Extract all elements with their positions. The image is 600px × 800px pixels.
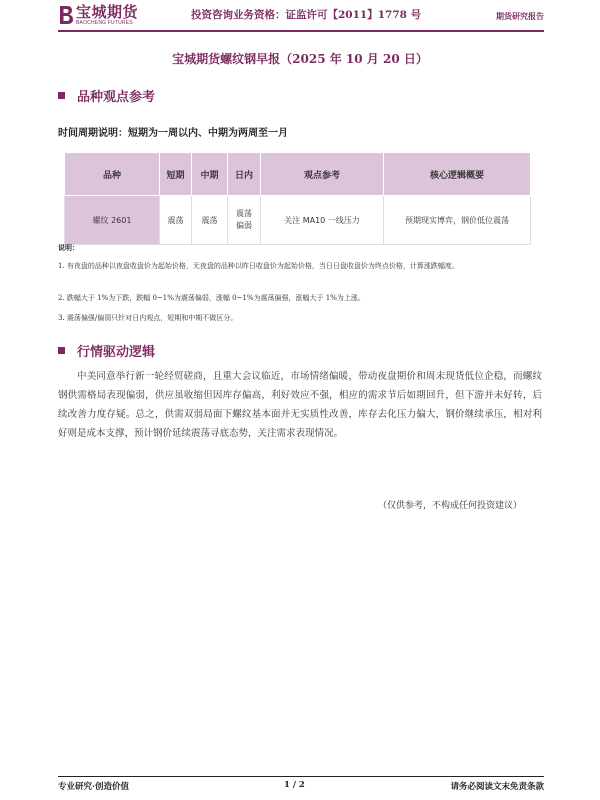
cell-logic: 预期现实博弈，钢价低位震荡: [384, 196, 531, 245]
cell-variety: 螺纹 2601: [65, 196, 160, 245]
cell-intraday-line2: 偏弱: [236, 221, 252, 230]
section-heading-views: [58, 86, 155, 105]
column-header-medium: 中期: [192, 153, 228, 196]
license-text: 投资咨询业务资格：证监许可【2011】1778 号: [191, 9, 422, 21]
section-heading-logic: [58, 341, 155, 360]
period-note: 时间周期说明：短期为一周以内、中期为两周至一月: [58, 128, 288, 139]
notes-title: 说明：: [58, 243, 79, 252]
views-table: [64, 152, 531, 245]
column-header-intraday: 日内: [228, 153, 261, 196]
table-row: [65, 196, 531, 245]
note-item-2: 2. 跌幅大于 1%为下跌，跌幅 0~1%为震荡偏弱，涨幅 0~1%为震荡偏强，涨幅大于 1%为上涨。: [58, 294, 365, 302]
footer-slogan: 专业研究·创造价值: [58, 782, 129, 792]
report-type-label: 期货研究报告: [496, 11, 544, 21]
section-heading-text: 品种观点参考: [77, 90, 156, 105]
page-footer: [58, 776, 544, 797]
cell-intraday: [228, 196, 261, 245]
cell-view: 关注 MA10 一线压力: [261, 196, 384, 245]
cell-short: 震荡: [160, 196, 192, 245]
cell-medium: 震荡: [192, 196, 228, 245]
table-header-row: [65, 153, 531, 196]
column-header-short: 短期: [160, 153, 192, 196]
note-item-3: 3. 震荡偏强/偏弱只针对日内观点，短期和中期不做区分。: [58, 314, 238, 322]
disclaimer-note: （仅供参考，不构成任何投资建议）: [377, 501, 522, 511]
logic-paragraph: 中美同意举行新一轮经贸磋商，且重大会议临近，市场情绪偏暖，带动夜盘期价和周末现货低位企稳，而螺纹钢供需格局表现偏弱，供应虽收缩但因库存偏高，利好效应不强，相应的需求节后如期回升，但下游并未好转，后续改善力度存疑。总之，供需双弱局面下螺纹基本面并无实质性改善，库存去化压力偏大，钢价继续承压，相对利好则是成本支撑，预计钢价延续震荡寻底态势，关注需求表现情况。: [58, 371, 542, 439]
column-header-variety: 品种: [65, 153, 160, 196]
section-heading-text: 行情驱动逻辑: [77, 345, 156, 360]
company-logo: [58, 3, 138, 27]
column-header-logic: 核心逻辑概要: [384, 153, 531, 196]
logo-name-en: BAOCHENG FUTURES: [76, 19, 133, 26]
section-bullet-icon: [58, 347, 65, 354]
page-number: 1 / 2: [284, 780, 305, 790]
logo-name-cn: 宝城期货: [76, 2, 139, 21]
column-header-view: 观点参考: [261, 153, 384, 196]
logo-mark-icon: [58, 5, 74, 25]
report-title: 宝城期货螺纹钢早报（2025 年 10 月 20 日）: [172, 52, 428, 66]
section-bullet-icon: [58, 92, 65, 99]
note-item-1: 1. 有夜盘的品种以夜盘收盘价为起始价格，无夜盘的品种以昨日收盘价为起始价格，当日日盘收盘价为终点价格，计算涨跌幅度。: [58, 262, 459, 270]
cell-intraday-line1: 震荡: [236, 209, 252, 218]
footer-disclaimer-link[interactable]: 请务必阅读文末免责条款: [450, 782, 544, 792]
page-header: [58, 0, 544, 32]
